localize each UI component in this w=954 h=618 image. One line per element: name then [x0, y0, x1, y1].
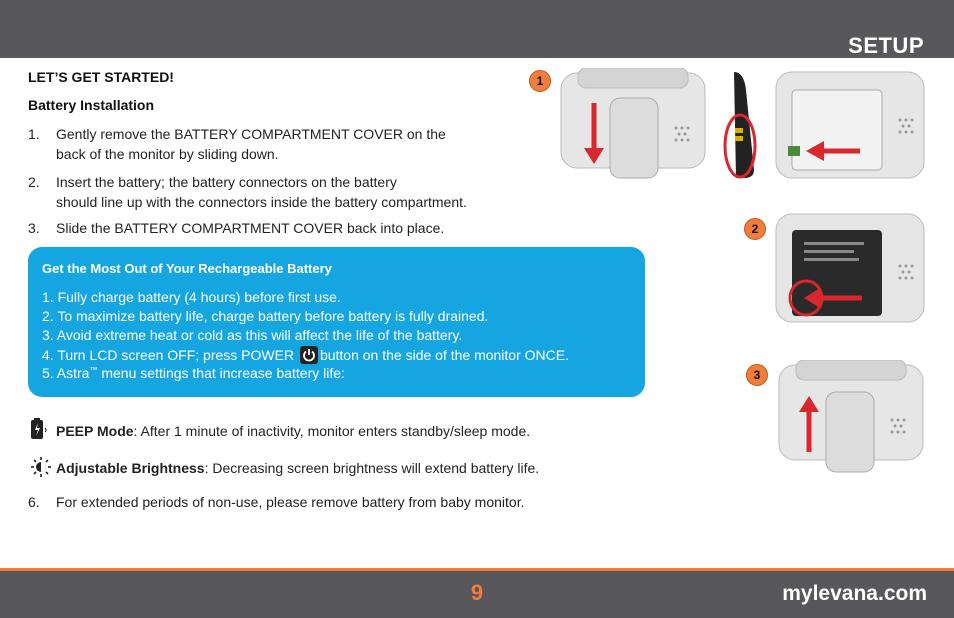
page-heading: LET’S GET STARTED! [28, 69, 174, 85]
step-number: 3. [28, 220, 40, 236]
brightness-icon [30, 456, 52, 481]
monitor-side-illustration [722, 70, 768, 182]
feature-desc: : Decreasing screen brightness will extend battery life. [204, 460, 540, 476]
battery-insert-illustration [774, 70, 926, 182]
tip-line-2: 2. To maximize battery life, charge battery before battery is fully drained. [42, 308, 489, 324]
power-icon [300, 346, 318, 364]
header-bar [0, 0, 954, 58]
tip-box [28, 247, 645, 397]
trademark-symbol: ™ [89, 365, 98, 375]
footer-bar [0, 571, 954, 618]
tip-line-4 [42, 346, 569, 364]
tip-line-4-start: 4. Turn LCD screen OFF; press POWER [42, 347, 298, 363]
monitor-back-cover-illustration [558, 68, 708, 183]
tip-line-5-end: menu settings that increase battery life: [97, 365, 345, 381]
step-text-line: Slide the BATTERY COMPARTMENT COVER back into place. [56, 220, 445, 236]
step-text-line: should line up with the connectors inside the battery compartment. [56, 194, 467, 210]
tip-line-1: 1. Fully charge battery (4 hours) before first use. [42, 289, 341, 305]
step-number: 6. [28, 494, 40, 510]
battery-installed-illustration [774, 212, 926, 326]
tip-line-3: 3. Avoid extreme heat or cold as this will affect the life of the battery. [42, 327, 463, 343]
step-number: 1. [28, 126, 40, 142]
tip-line-5 [42, 365, 345, 381]
battery-icon [30, 418, 50, 443]
feature-name: PEEP Mode [56, 423, 134, 439]
tip-line-4-end: button on the side of the monitor ONCE. [319, 347, 569, 363]
tip-line-5-start: 5. Astra [42, 365, 90, 381]
tip-title: Get the Most Out of Your Rechargeable Battery [42, 261, 332, 276]
cover-replace-illustration [776, 360, 926, 476]
page-number: 9 [470, 580, 484, 605]
feature-brightness [30, 456, 539, 481]
step-text-line: Gently remove the BATTERY COMPARTMENT COVER on the [56, 126, 446, 142]
figure-badge-3: 3 [746, 364, 768, 386]
figure-badge-2: 2 [744, 218, 766, 240]
step-text-line: For extended periods of non-use, please remove battery from baby monitor. [56, 494, 525, 510]
section-title: SETUP [848, 33, 924, 58]
feature-peep-mode [30, 418, 530, 443]
feature-desc: : After 1 minute of inactivity, monitor enters standby/sleep mode. [133, 423, 531, 439]
step-text-line: Insert the battery; the battery connectors on the battery [56, 174, 397, 190]
subheading: Battery Installation [28, 97, 155, 113]
step-number: 2. [28, 174, 40, 190]
step-text-line: back of the monitor by sliding down. [56, 146, 279, 162]
website-link[interactable]: mylevana.com [782, 582, 927, 605]
feature-name: Adjustable Brightness [56, 460, 205, 476]
figure-badge-1: 1 [529, 70, 551, 92]
